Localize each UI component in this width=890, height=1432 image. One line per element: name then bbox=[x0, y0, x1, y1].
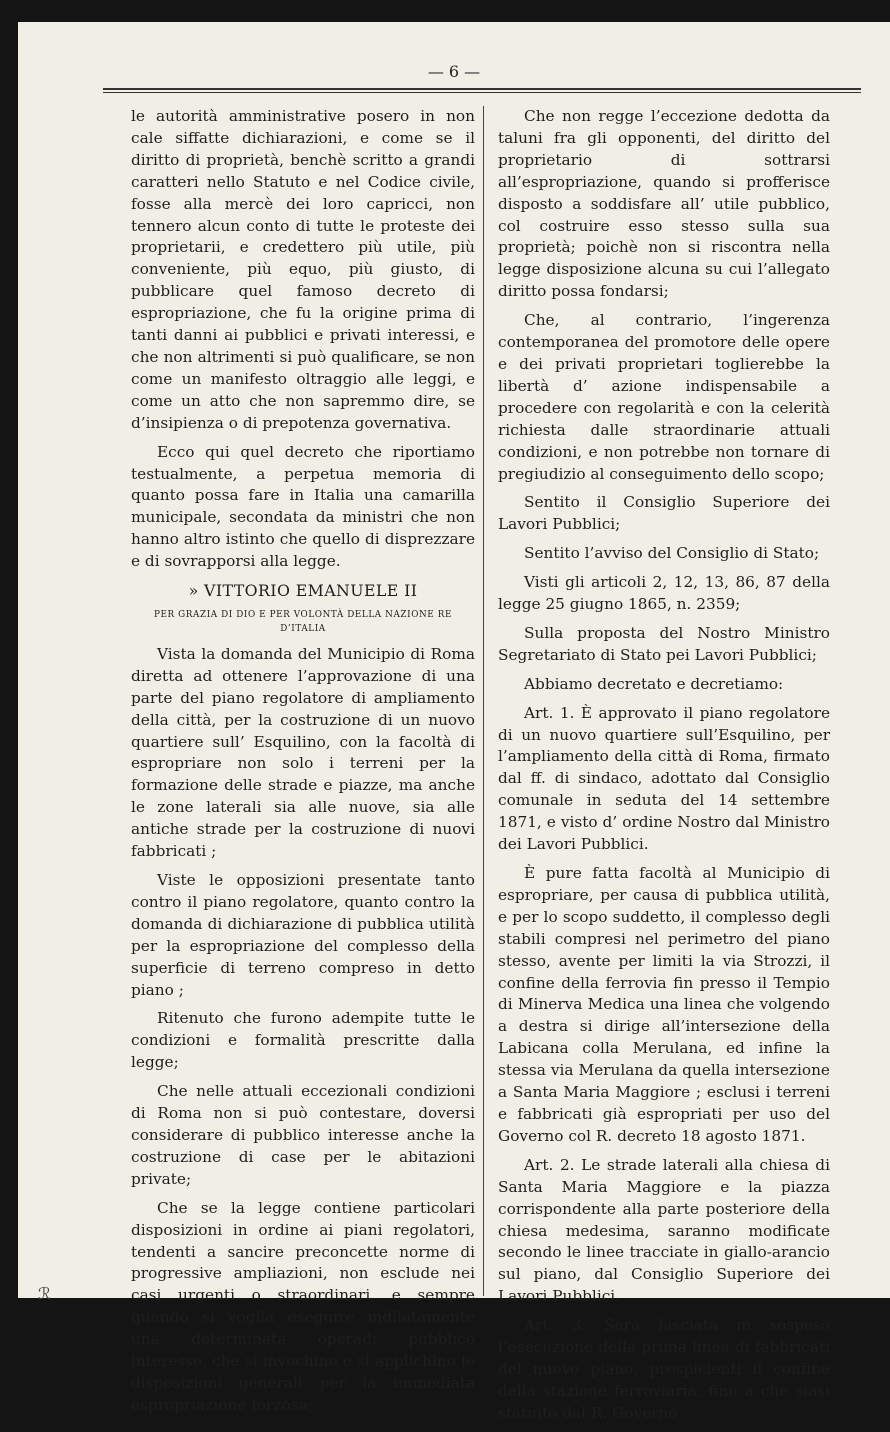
paragraph: Ecco qui quel decreto che riportiamo testualmente, a perpetua memoria di quanto possa fare in Italia una camarilla municipale, secondata da ministri che non hanno altro istinto che quello di disprezzare e di sovrapporsi alla legge. bbox=[131, 442, 475, 571]
paragraph: Che non regge l’eccezione dedotta da taluni fra gli opponenti, del diritto del proprietario di sottrarsi all’espropriazione, quando si profferisce disposto a soddisfare all’ utile pubblico, col costruire esso stesso sulla sua proprietà; poichè non si riscontra nella legge disposizione alcuna su cui l’allegato diritto possa fondarsi; bbox=[498, 107, 830, 301]
decree-subheading: PER GRAZIA DI DIO E PER VOLONTÀ DELLA NAZIONE RE D’ITALIA bbox=[154, 609, 452, 634]
paragraph: Sentito il Consiglio Superiore dei Lavori Pubblici; bbox=[498, 493, 830, 534]
header-rule bbox=[103, 88, 861, 93]
left-column bbox=[131, 106, 475, 1424]
corner-mark: ℛ bbox=[38, 1284, 51, 1303]
page-number: — 6 — bbox=[427, 62, 481, 81]
paragraph: È pure fatta facoltà al Municipio di espropriare, per causa di pubblica utilità, e per lo scopo suddetto, il complesso degli stabili compresi nel perimetro del piano stesso, avente per limiti la via Strozzi, il confine della ferrovia fin presso il Tempio di Minerva Medica una linea che volgendo a destra si dirige all’intersezione della Labicana colla Merulana, ed infine la stessa via Merulana da quella intersezione a Santa Maria Maggiore ; esclusi i terreni e fabbricati già espropriati per uso del Governo col R. decreto 18 agosto 1871. bbox=[498, 864, 830, 1145]
paragraph: Visti gli articoli 2, 12, 13, 86, 87 della legge 25 giugno 1865, n. 2359; bbox=[498, 573, 830, 614]
paragraph: Che se la legge contiene particolari disposizioni in ordine ai piani regolatori, tendenti a sancire preconcette norme di progressive ampliazioni, non esclude nei casi urgenti o straordinari, e sempre quando si voglia eseguire indilatamente una determinata operadi pubblico interesse, che si invochino e si applichino le disposizioni generali per la immediata espropriazione forzosa; bbox=[131, 1198, 475, 1414]
paragraph: Che nelle attuali eccezionali condizioni di Roma non si può contestare, doversi considerare di pubblico interesse anche la costruzione di case per le abitazioni private; bbox=[131, 1082, 475, 1188]
paragraph: Che, al contrario, l’ingerenza contemporanea del promotore delle opere e dei privati proprietari toglierebbe la libertà d’ azione indispensabile a procedere con regolarità e con la celerità richiesta dalle straordinarie attuali condizioni, e non potrebbe non tornare di pregiudizio al conseguimento dello scopo; bbox=[498, 311, 830, 483]
paragraph: Sentito l’avviso del Consiglio di Stato; bbox=[524, 544, 820, 563]
decree-heading: » VITTORIO EMANUELE II bbox=[188, 581, 418, 601]
paragraph: Viste le opposizioni presentate tanto contro il piano regolatore, quanto contro la domanda di dichiarazione di pubblica utilità per la espropriazione del complesso della superficie di terreno compreso in detto piano ; bbox=[131, 871, 475, 999]
paragraph: Ritenuto che furono adempite tutte le condizioni e formalità prescritte dalla legge; bbox=[131, 1009, 475, 1072]
right-column bbox=[498, 106, 830, 1432]
paragraph: le autorità amministrative posero in non cale siffatte dichiarazioni, e come se il diritto di proprietà, benchè scritto a grandi caratteri nello Statuto e nel Codice civile, fosse alla mercè dei loro capricci, non tennero alcun conto di tutte le proteste dei proprietarii, e credettero più utile, più conveniente, più equo, più giusto, di pubblicare quel famoso decreto di espropriazione, che fu la origine prima di tanti danni ai pubblici e privati interessi, e che non altrimenti si può qualificare, se non come un manifesto oltraggio alle leggi, e come un atto che non sapremmo dire, se d’insipienza o di prepotenza governativa. bbox=[131, 107, 475, 432]
paragraph: Abbiamo decretato e decretiamo: bbox=[524, 674, 784, 693]
article: Art. 1. È approvato il piano regolatore di un nuovo quartiere sull’Esquilino, per l’ampliamento della città di Roma, firmato dal ff. di sindaco, adottato dal Consiglio comunale in seduta del 14 settembre 1871, e visto d’ ordine Nostro dal Ministro dei Lavori Pubblici. bbox=[498, 703, 830, 854]
column-divider bbox=[483, 106, 484, 1296]
article: Art. 3. Sarà lasciata in sospeso l’esecuzione della prima linea di fabbricati del nuovo piano, prospicienti il confine della stazione ferroviaria, fino a che siasi statuito dal R. Governo bbox=[498, 1316, 830, 1422]
article: Art. 2. Le strade laterali alla chiesa di Santa Maria Maggiore e la piazza corrispondente alla parte posteriore della chiesa medesima, saranno modificate secondo le linee tracciate in giallo-arancio sul piano, dal Consiglio Superiore dei Lavori Pubblici. bbox=[498, 1155, 830, 1306]
paragraph: Vista la domanda del Municipio di Roma diretta ad ottenere l’approvazione di una parte del piano regolatore di ampliamento della città, per la costruzione di un nuovo quartiere sull’ Esquilino, con la facoltà di espropriare non solo i terreni per la formazione delle strade e piazze, ma anche le zone laterali sia alle nuove, sia alle antiche strade per la costruzione di nuovi fabbricati ; bbox=[131, 644, 475, 861]
paragraph: Sulla proposta del Nostro Ministro Segretariato di Stato pei Lavori Pubblici; bbox=[498, 623, 830, 664]
document-page bbox=[18, 22, 890, 1422]
